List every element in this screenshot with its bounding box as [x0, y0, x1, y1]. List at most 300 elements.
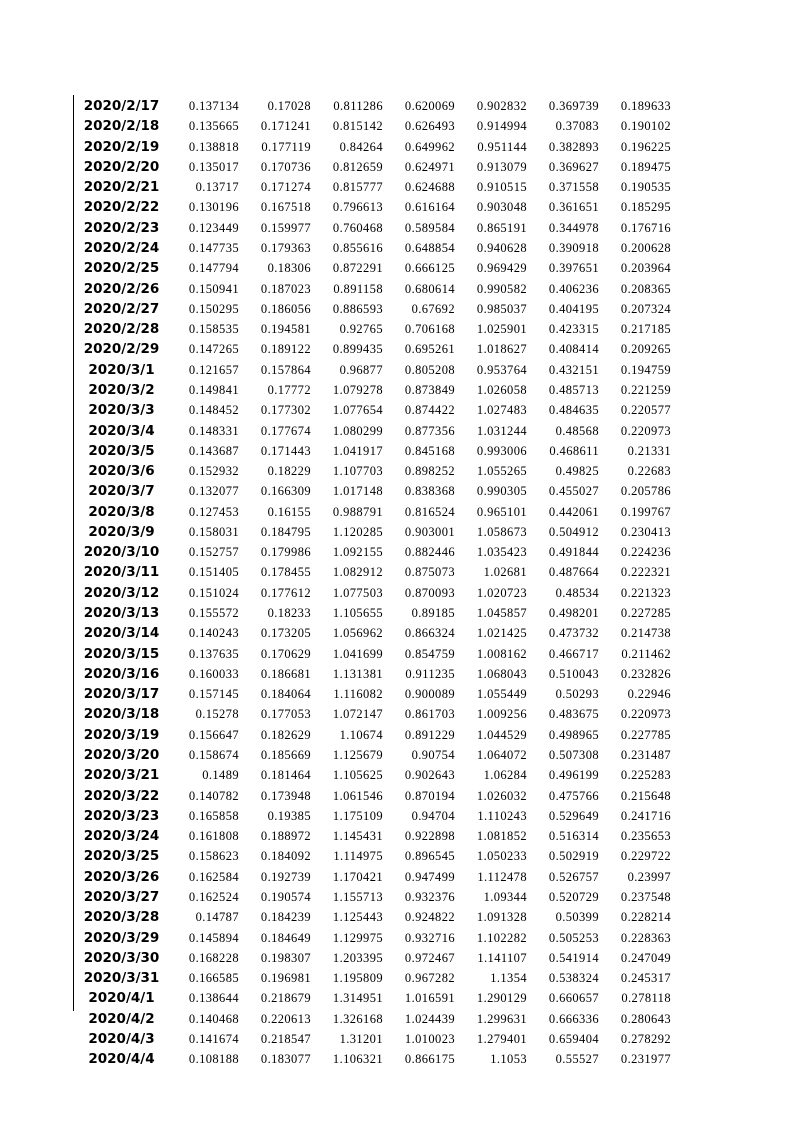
- value-cell: 0.203964: [620, 261, 671, 276]
- value-cell: 0.541914: [548, 950, 599, 965]
- date-cell: 2020/3/8: [88, 503, 155, 520]
- value-cell: 0.48534: [555, 585, 599, 600]
- table-row: [75, 197, 672, 217]
- value-cell: 1.050233: [476, 849, 527, 864]
- value-cell: 0.137134: [188, 99, 239, 113]
- value-cell: 0.882446: [404, 545, 455, 560]
- value-cell: 0.247049: [620, 950, 671, 965]
- value-cell: 0.138644: [188, 991, 239, 1006]
- value-cell: 0.173205: [260, 626, 311, 641]
- value-cell: 0.529649: [548, 808, 599, 823]
- value-cell: 1.077503: [332, 585, 383, 600]
- value-cell: 0.231977: [620, 1052, 671, 1067]
- date-cell: 2020/3/20: [83, 747, 160, 763]
- table-row: [75, 704, 672, 724]
- value-cell: 0.178455: [260, 565, 311, 580]
- value-cell: 0.873849: [404, 382, 455, 397]
- value-cell: 0.199767: [620, 504, 671, 519]
- value-cell: 0.190535: [620, 180, 671, 195]
- value-cell: 1.106321: [332, 1052, 383, 1067]
- value-cell: 0.468611: [549, 443, 599, 458]
- value-cell: 0.166585: [188, 971, 239, 986]
- table-row: [75, 846, 672, 866]
- value-cell: 0.900089: [404, 687, 455, 702]
- value-cell: 0.186056: [260, 301, 311, 316]
- value-cell: 0.498201: [548, 606, 599, 621]
- value-cell: 1.112478: [477, 869, 527, 884]
- value-cell: 0.237548: [620, 889, 671, 904]
- value-cell: 1.079278: [332, 382, 383, 397]
- value-cell: 0.855616: [332, 240, 383, 255]
- value-cell: 1.077654: [332, 403, 383, 418]
- value-cell: 0.891229: [404, 727, 455, 742]
- table-row: [75, 360, 672, 380]
- value-cell: 0.990305: [476, 484, 527, 499]
- value-cell: 0.485713: [548, 382, 599, 397]
- date-cell: 2020/4/3: [88, 1030, 155, 1047]
- value-cell: 0.660657: [548, 991, 599, 1006]
- value-cell: 0.220973: [620, 423, 671, 438]
- value-cell: 0.16155: [267, 504, 311, 519]
- value-cell: 1.141107: [477, 950, 527, 965]
- value-cell: 0.932376: [404, 889, 455, 904]
- value-cell: 0.218679: [260, 991, 311, 1006]
- value-cell: 0.870194: [404, 788, 455, 803]
- value-cell: 1.125679: [332, 748, 383, 762]
- value-cell: 0.198307: [260, 950, 311, 965]
- date-cell: 2020/2/24: [83, 239, 160, 256]
- value-cell: 0.194581: [260, 322, 311, 337]
- value-cell: 0.913079: [476, 159, 527, 174]
- value-cell: 1.203395: [332, 950, 383, 965]
- value-cell: 0.972467: [404, 950, 455, 965]
- value-cell: 1.091328: [476, 910, 527, 925]
- value-cell: 0.845168: [404, 443, 455, 458]
- value-cell: 0.21331: [627, 443, 671, 458]
- value-cell: 0.220973: [620, 707, 671, 722]
- value-cell: 0.854759: [404, 646, 455, 661]
- value-cell: 1.31201: [339, 1031, 383, 1046]
- value-cell: 0.179986: [260, 545, 311, 560]
- date-cell: 2020/3/7: [88, 483, 155, 500]
- value-cell: 0.18229: [267, 464, 311, 479]
- table-row: [75, 603, 672, 623]
- value-cell: 0.221323: [620, 585, 671, 600]
- value-cell: 0.666125: [404, 261, 455, 276]
- date-cell: 2020/3/15: [83, 645, 160, 662]
- value-cell: 1.020723: [476, 585, 527, 600]
- value-cell: 1.061546: [332, 788, 383, 803]
- value-cell: 1.055265: [476, 464, 527, 479]
- value-cell: 1.044529: [476, 727, 527, 742]
- value-cell: 0.902643: [404, 768, 455, 783]
- value-cell: 1.10674: [339, 727, 383, 742]
- date-cell: 2020/4/2: [88, 1010, 155, 1027]
- value-cell: 0.620069: [404, 99, 455, 113]
- value-cell: 0.922898: [404, 829, 455, 844]
- value-cell: 0.815142: [332, 119, 383, 134]
- table-row: [75, 644, 672, 664]
- value-cell: 0.22683: [627, 464, 671, 479]
- value-cell: 0.173948: [260, 788, 311, 803]
- value-cell: 1.025901: [476, 322, 527, 337]
- date-cell: 2020/2/29: [83, 341, 160, 358]
- value-cell: 0.969429: [476, 261, 527, 276]
- value-cell: 1.102282: [476, 930, 527, 945]
- value-cell: 0.487664: [548, 565, 599, 580]
- value-cell: 0.214738: [620, 626, 671, 641]
- value-cell: 0.148331: [188, 423, 239, 438]
- value-cell: 0.123449: [188, 220, 239, 235]
- value-cell: 0.186681: [260, 666, 311, 681]
- value-cell: 0.148452: [188, 403, 239, 418]
- value-cell: 0.680614: [404, 281, 455, 296]
- table-row: [75, 522, 672, 542]
- value-cell: 0.189475: [620, 159, 671, 174]
- value-cell: 0.207324: [620, 301, 671, 316]
- value-cell: 1.09344: [483, 889, 527, 904]
- value-cell: 0.666336: [548, 1011, 599, 1026]
- value-cell: 0.147735: [188, 240, 239, 255]
- date-cell: 2020/3/12: [83, 584, 160, 601]
- value-cell: 0.89185: [411, 606, 455, 621]
- date-cell: 2020/3/4: [88, 422, 155, 439]
- value-cell: 0.940628: [476, 240, 527, 255]
- value-cell: 0.48568: [555, 423, 599, 438]
- value-cell: 0.924822: [404, 910, 455, 925]
- value-cell: 1.175109: [332, 808, 383, 823]
- date-cell: 2020/3/27: [83, 888, 160, 905]
- value-cell: 0.903001: [404, 524, 455, 539]
- value-cell: 1.105655: [332, 606, 383, 621]
- value-cell: 0.648854: [404, 240, 455, 255]
- value-cell: 0.505253: [548, 930, 599, 945]
- value-cell: 0.898252: [404, 464, 455, 479]
- value-cell: 0.166309: [260, 484, 311, 499]
- value-cell: 0.227285: [620, 606, 671, 621]
- date-cell: 2020/3/6: [88, 463, 155, 480]
- value-cell: 0.914994: [476, 119, 527, 134]
- value-cell: 0.796613: [332, 200, 383, 215]
- value-cell: 0.235653: [620, 829, 671, 844]
- date-cell: 2020/3/22: [83, 787, 160, 804]
- date-cell: 2020/3/29: [83, 929, 160, 946]
- date-cell: 2020/4/4: [88, 1051, 155, 1068]
- value-cell: 1.299631: [476, 1011, 527, 1026]
- data-table-body: [75, 96, 672, 1070]
- value-cell: 0.1489: [202, 768, 239, 783]
- value-cell: 0.141674: [188, 1031, 239, 1046]
- value-cell: 0.189122: [260, 342, 311, 357]
- value-cell: 0.988791: [332, 504, 383, 519]
- value-cell: 1.035423: [476, 545, 527, 560]
- value-cell: 1.021425: [476, 626, 527, 641]
- value-cell: 0.171443: [260, 443, 311, 458]
- date-cell: 2020/3/1: [88, 361, 155, 378]
- value-cell: 0.225283: [620, 768, 671, 783]
- value-cell: 1.116082: [333, 687, 383, 702]
- value-cell: 0.423315: [548, 322, 599, 337]
- value-cell: 0.50399: [555, 910, 599, 925]
- value-cell: 0.502919: [548, 849, 599, 864]
- value-cell: 0.171241: [260, 119, 311, 134]
- table-row: [75, 238, 672, 258]
- value-cell: 0.397651: [548, 261, 599, 276]
- value-cell: 0.498965: [548, 727, 599, 742]
- table-row: [75, 684, 672, 704]
- value-cell: 0.149841: [188, 382, 239, 397]
- value-cell: 0.361651: [548, 200, 599, 215]
- value-cell: 1.145431: [332, 829, 383, 844]
- value-cell: 0.184239: [260, 910, 311, 925]
- value-cell: 0.245317: [620, 971, 671, 986]
- table-row: [75, 948, 672, 968]
- value-cell: 0.816524: [404, 504, 455, 519]
- value-cell: 0.188972: [260, 829, 311, 844]
- value-cell: 0.589584: [404, 220, 455, 235]
- value-cell: 0.491844: [548, 545, 599, 560]
- value-cell: 0.896545: [404, 849, 455, 864]
- value-cell: 0.217185: [620, 322, 671, 337]
- value-cell: 1.1354: [490, 971, 527, 986]
- value-cell: 0.158623: [188, 849, 239, 864]
- value-cell: 0.903048: [476, 200, 527, 215]
- value-cell: 0.209265: [620, 342, 671, 357]
- table-row: [75, 502, 672, 522]
- value-cell: 1.080299: [332, 423, 383, 438]
- value-cell: 0.162524: [188, 889, 239, 904]
- value-cell: 0.616164: [404, 200, 455, 215]
- date-cell: 2020/3/25: [83, 848, 160, 865]
- table-row: [75, 1009, 672, 1029]
- value-cell: 0.13717: [195, 180, 239, 195]
- value-cell: 1.125443: [332, 910, 383, 925]
- value-cell: 0.184795: [260, 524, 311, 539]
- left-border-line: [73, 95, 74, 1011]
- value-cell: 0.155572: [188, 606, 239, 621]
- table-row: [75, 319, 672, 339]
- value-cell: 0.37083: [555, 119, 599, 134]
- date-cell: 2020/2/21: [83, 179, 160, 196]
- table-row: [75, 745, 672, 765]
- value-cell: 0.228363: [620, 930, 671, 945]
- date-cell: 2020/3/19: [83, 726, 160, 743]
- value-cell: 0.138818: [188, 139, 239, 154]
- value-cell: 0.170736: [260, 159, 311, 174]
- value-cell: 0.230413: [620, 524, 671, 539]
- value-cell: 0.190102: [620, 119, 671, 134]
- value-cell: 0.404195: [548, 301, 599, 316]
- value-cell: 0.861703: [404, 707, 455, 722]
- value-cell: 1.024439: [404, 1011, 455, 1026]
- value-cell: 0.90754: [411, 748, 455, 762]
- value-cell: 0.205786: [620, 484, 671, 499]
- value-cell: 1.056962: [332, 626, 383, 641]
- date-cell: 2020/2/27: [83, 300, 160, 317]
- table-row: [75, 137, 672, 157]
- value-cell: 0.967282: [404, 971, 455, 986]
- value-cell: 0.15278: [195, 707, 239, 722]
- value-cell: 0.838368: [404, 484, 455, 499]
- value-cell: 0.151024: [188, 585, 239, 600]
- value-cell: 1.081852: [476, 829, 527, 844]
- value-cell: 0.121657: [188, 362, 239, 377]
- value-cell: 0.408414: [548, 342, 599, 357]
- value-cell: 0.229722: [620, 849, 671, 864]
- value-cell: 1.326168: [332, 1011, 383, 1026]
- value-cell: 0.158674: [188, 748, 239, 762]
- table-row: [75, 907, 672, 927]
- date-cell: 2020/2/23: [83, 219, 160, 236]
- value-cell: 0.182629: [260, 727, 311, 742]
- date-cell: 2020/2/17: [83, 98, 160, 114]
- value-cell: 0.877356: [404, 423, 455, 438]
- table-row: [75, 441, 672, 461]
- value-cell: 0.137635: [188, 646, 239, 661]
- value-cell: 0.228214: [620, 910, 671, 925]
- table-row: [75, 867, 672, 887]
- value-cell: 1.064072: [476, 748, 527, 762]
- value-cell: 0.135665: [188, 119, 239, 134]
- value-cell: 0.875073: [404, 565, 455, 580]
- value-cell: 1.114975: [333, 849, 383, 864]
- date-cell: 2020/3/11: [83, 564, 160, 581]
- value-cell: 0.220613: [260, 1011, 311, 1026]
- value-cell: 1.129975: [332, 930, 383, 945]
- date-cell: 2020/3/28: [83, 909, 160, 926]
- value-cell: 0.130196: [188, 200, 239, 215]
- value-cell: 0.866324: [404, 626, 455, 641]
- table-row: [75, 806, 672, 826]
- value-cell: 0.891158: [333, 281, 383, 296]
- value-cell: 0.390918: [548, 240, 599, 255]
- value-cell: 0.811286: [333, 99, 383, 113]
- value-cell: 1.026032: [476, 788, 527, 803]
- value-cell: 0.218547: [260, 1031, 311, 1046]
- value-cell: 0.92765: [339, 322, 383, 337]
- value-cell: 0.870093: [404, 585, 455, 600]
- value-cell: 1.041699: [332, 646, 383, 661]
- value-cell: 0.152757: [188, 545, 239, 560]
- value-cell: 0.17772: [267, 382, 311, 397]
- table-row: [75, 400, 672, 420]
- table-row: [75, 786, 672, 806]
- value-cell: 0.200628: [620, 240, 671, 255]
- value-cell: 0.185295: [620, 200, 671, 215]
- date-cell: 2020/3/18: [83, 706, 160, 723]
- value-cell: 1.041917: [332, 443, 383, 458]
- value-cell: 1.068043: [476, 666, 527, 681]
- value-cell: 1.008162: [476, 646, 527, 661]
- value-cell: 1.018627: [476, 342, 527, 357]
- value-cell: 0.184092: [260, 849, 311, 864]
- value-cell: 0.161808: [188, 829, 239, 844]
- value-cell: 0.147794: [188, 261, 239, 276]
- value-cell: 0.932716: [404, 930, 455, 945]
- date-cell: 2020/3/5: [88, 442, 155, 459]
- table-row: [75, 96, 672, 116]
- value-cell: 1.155713: [332, 889, 383, 904]
- value-cell: 1.072147: [332, 707, 383, 722]
- value-cell: 0.158535: [188, 322, 239, 337]
- date-cell: 2020/2/20: [83, 158, 160, 175]
- value-cell: 0.224236: [620, 545, 671, 560]
- value-cell: 0.510043: [548, 666, 599, 681]
- value-cell: 0.135017: [188, 159, 239, 174]
- table-row: [75, 1029, 672, 1049]
- value-cell: 1.055449: [476, 687, 527, 702]
- value-cell: 0.241716: [620, 808, 671, 823]
- value-cell: 0.94704: [411, 808, 455, 823]
- value-cell: 0.865191: [476, 220, 527, 235]
- date-cell: 2020/3/31: [83, 970, 160, 987]
- value-cell: 0.211462: [621, 646, 671, 661]
- date-cell: 2020/2/18: [83, 118, 160, 135]
- value-cell: 0.132077: [188, 484, 239, 499]
- table-row: [75, 481, 672, 501]
- value-cell: 1.195809: [332, 971, 383, 986]
- value-cell: 0.183077: [260, 1052, 311, 1067]
- value-cell: 1.027483: [476, 403, 527, 418]
- value-cell: 0.231487: [620, 748, 671, 762]
- value-cell: 0.902832: [476, 99, 527, 113]
- value-cell: 0.143687: [188, 443, 239, 458]
- date-cell: 2020/3/2: [88, 381, 155, 398]
- date-cell: 2020/3/13: [83, 605, 160, 622]
- value-cell: 0.911235: [405, 666, 455, 681]
- table-row: [75, 725, 672, 745]
- value-cell: 1.314951: [332, 991, 383, 1006]
- value-cell: 0.369739: [548, 99, 599, 113]
- value-cell: 0.484635: [548, 403, 599, 418]
- date-cell: 2020/3/14: [83, 625, 160, 642]
- value-cell: 0.181464: [260, 768, 311, 783]
- value-cell: 0.96877: [339, 362, 383, 377]
- value-cell: 0.190574: [260, 889, 311, 904]
- value-cell: 0.167518: [260, 200, 311, 215]
- value-cell: 0.221259: [620, 382, 671, 397]
- value-cell: 0.910515: [476, 180, 527, 195]
- value-cell: 1.031244: [476, 423, 527, 438]
- value-cell: 0.152932: [188, 464, 239, 479]
- table-row: [75, 562, 672, 582]
- date-cell: 2020/3/26: [83, 868, 160, 885]
- value-cell: 0.171274: [260, 180, 311, 195]
- date-cell: 2020/4/1: [88, 990, 155, 1007]
- value-cell: 0.520729: [548, 889, 599, 904]
- value-cell: 0.812659: [332, 159, 383, 174]
- value-cell: 1.120285: [332, 524, 383, 539]
- value-cell: 0.140782: [188, 788, 239, 803]
- value-cell: 0.965101: [476, 504, 527, 519]
- value-cell: 0.170629: [260, 646, 311, 661]
- value-cell: 1.016591: [404, 991, 455, 1006]
- value-cell: 0.466717: [548, 646, 599, 661]
- value-cell: 0.196225: [620, 139, 671, 154]
- table-row: [75, 826, 672, 846]
- value-cell: 0.189633: [620, 99, 671, 113]
- table-row: [75, 116, 672, 136]
- date-cell: 2020/3/24: [83, 828, 160, 845]
- date-cell: 2020/3/17: [83, 686, 160, 703]
- value-cell: 0.196981: [260, 971, 311, 986]
- value-cell: 0.177612: [260, 585, 311, 600]
- date-cell: 2020/2/22: [83, 199, 160, 216]
- value-cell: 0.953764: [476, 362, 527, 377]
- date-cell: 2020/3/10: [83, 544, 160, 561]
- table-row: [75, 583, 672, 603]
- value-cell: 0.475766: [548, 788, 599, 803]
